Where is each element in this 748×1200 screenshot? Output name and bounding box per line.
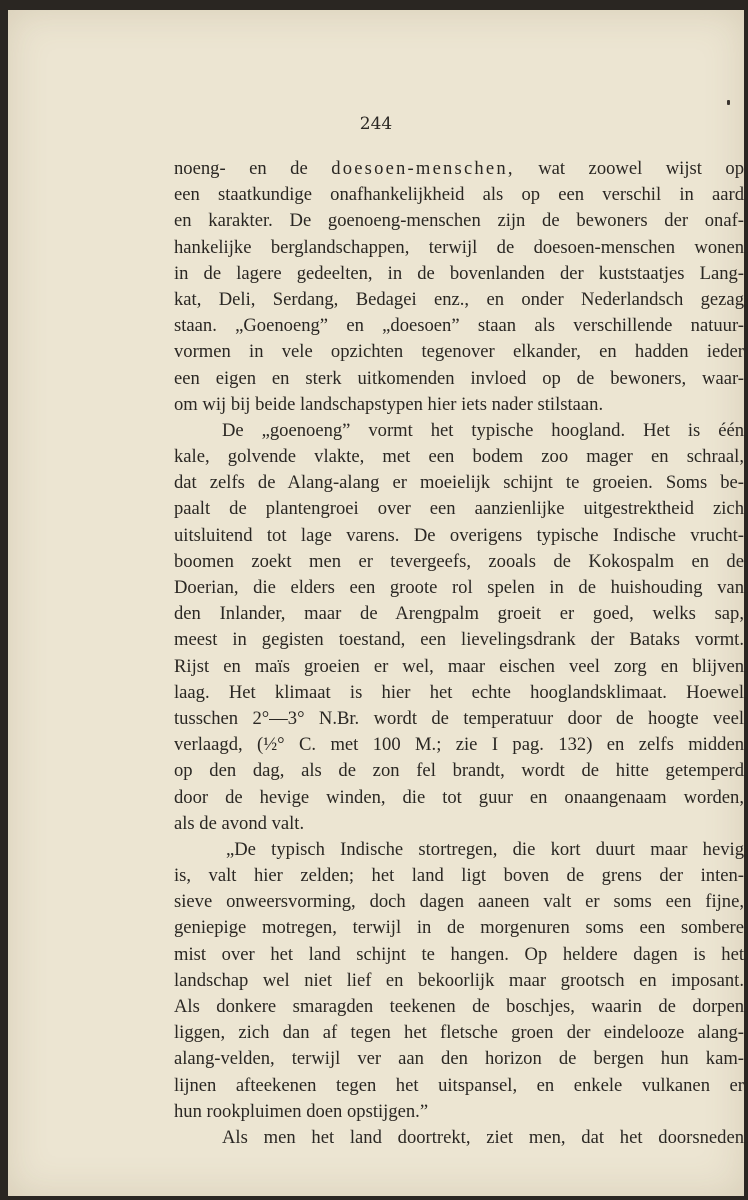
text-line: vormen in vele opzichten tegenover elkander, en hadden ieder [174,341,744,363]
text-line: dat zelfs de Alang-alang er moeielijk schijnt te groeien. Soms be- [174,472,744,494]
text-line: is, valt hier zelden; het land ligt boven de grens der inten- [174,865,744,887]
text-line: Als donkere smaragden teekenen de boschjes, waarin de dorpen [174,996,744,1017]
margin-mark [727,100,730,105]
text-line: als de avond valt. [174,812,305,834]
body-text [174,156,744,1151]
text-line: kat, Deli, Serdang, Bedagei enz., en onder Nederlandsch gezag [174,288,744,310]
text-line: een staatkundige onafhankelijkheid als op een verschil in aard [174,184,744,206]
text-line: in de lagere gedeelten, in de bovenlanden der kuststaatjes Lang- [174,262,744,284]
text-line: staan. „Goenoeng” en „doesoen” staan als verschillende natuur- [174,315,744,337]
text-line: paalt de plantengroei over een aanzienlijke uitgestrektheid zich [174,498,744,520]
text-line: hun rookpluimen doen opstijgen.” [174,1100,429,1122]
text-line: Als men het land doortrekt, ziet men, dat het doorsneden [222,1126,744,1148]
text-line: geniepige motregen, terwijl in de morgenuren soms een sombere [174,917,744,939]
text-line: sieve onweersvorming, doch dagen aaneen valt er soms een fijne, [174,891,744,913]
text-line: en karakter. De goenoeng-menschen zijn de bewoners der onaf- [174,210,744,232]
text-line: kale, golvende vlakte, met een bodem zoo mager en schraal, [174,446,744,468]
book-page [8,10,744,1196]
text-line: lijnen afteekenen tegen het uitspansel, en enkele vulkanen er [174,1074,744,1096]
text-line: door de hevige winden, die tot guur en onaangenaam worden, [174,786,744,808]
text-line: meest in gegisten toestand, een lievelingsdrank der Bataks vormt. [174,629,744,651]
text-line: boomen zoekt men er tevergeefs, zooals de Kokospalm en de [174,550,744,572]
text-line: Doerian, die elders een groote rol spelen in de huishouding van [174,577,744,598]
text-line: tusschen 2°—3° N.Br. wordt de temperatuur door de hoogte veel [174,707,744,729]
text-line: liggen, zich dan af tegen het fletsche groen der eindelooze alang- [174,1022,744,1044]
text-line: noeng- en de doesoen-menschen, wat zoowel wijst op [174,158,744,179]
text-line: Rijst en maïs groeien er wel, maar eischen veel zorg en blijven [174,655,744,677]
text-line: een eigen en sterk uitkomenden invloed op de bewoners, waar- [174,367,744,389]
text-line: den Inlander, maar de Arengpalm groeit er goed, welks sap, [174,603,744,625]
text-line: alang-velden, terwijl ver aan den horizon de bergen hun kam- [174,1048,744,1070]
text-line: op den dag, als de zon fel brandt, wordt de hitte getemperd [174,760,744,782]
page-number: 244 [359,114,393,134]
text-line: mist over het land schijnt te hangen. Op heldere dagen is het [174,943,744,965]
text-line: De „goenoeng” vormt het typische hoogland. Het is één [222,419,744,441]
text-line: landschap wel niet lief en bekoorlijk maar grootsch en imposant. [174,969,744,991]
text-line: verlaagd, (½° C. met 100 M.; zie I pag. 132) en zelfs midden [174,734,744,756]
text-line: hankelijke berglandschappen, terwijl de doesoen-menschen wonen [174,236,744,258]
text-line: „De typisch Indische stortregen, die kort duurt maar hevig [226,838,744,860]
text-line: om wij bij beide landschapstypen hier iets nader stilstaan. [174,393,604,415]
text-line: laag. Het klimaat is hier het echte hooglandsklimaat. Hoewel [174,681,744,703]
text-line: uitsluitend tot lage varens. De overigens typische Indische vrucht- [174,524,744,546]
